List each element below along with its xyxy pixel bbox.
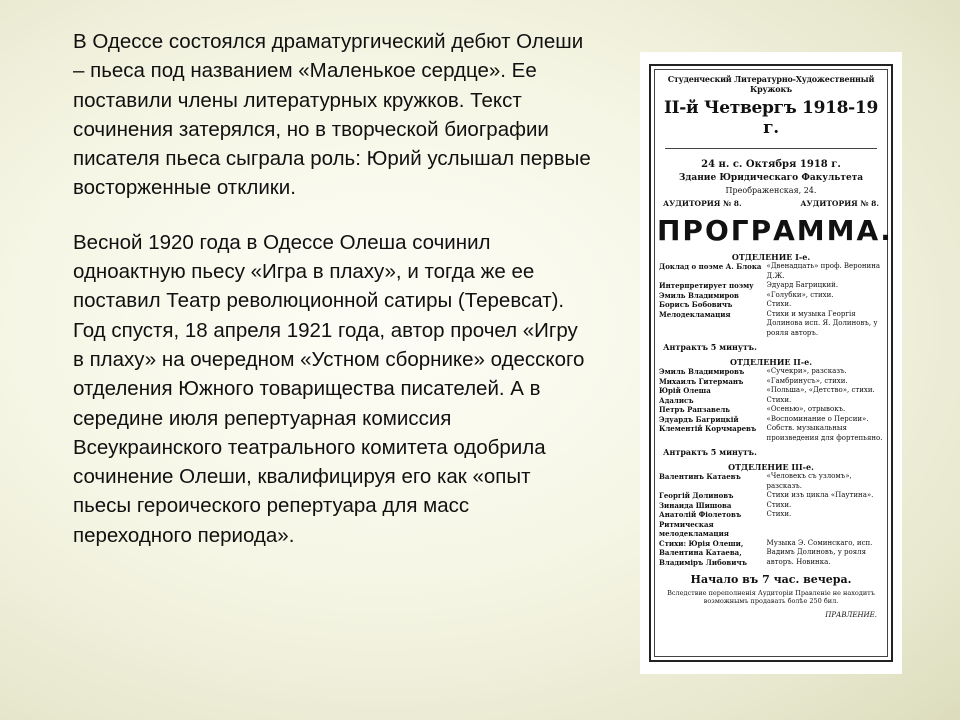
poster-note: Вследствие переполненія Аудиторіи Правленіе не находитъ возможнымъ продавать болѣе 250 бил. — [667, 589, 875, 605]
poster-section-1: ОТДЕЛЕНИЕ I-е. — [731, 252, 811, 262]
poster-row — [657, 510, 885, 520]
poster-place: Здание Юридическаго Факультета — [678, 173, 864, 183]
poster-row-item: Стихи изъ цикла «Паутина». — [766, 491, 874, 499]
poster-section-2-rows — [657, 367, 885, 443]
poster-program-heading: ПРОГРАММА. — [657, 214, 893, 247]
poster-row — [657, 386, 885, 396]
poster-row — [657, 300, 885, 310]
paragraph-1: В Одессе состоялся драматургический дебют Олеши – пьеса под названием «Маленькое сердце». Ее поставили члены литературных кружков. Текст сочинения затерялся, но в творческой биографии писателя пьеса сыграла роль: Юрий услышал первые восторженные отклики. — [73, 30, 591, 200]
poster-row — [657, 491, 885, 501]
poster-start-time: Начало въ 7 час. вечера. — [690, 573, 852, 586]
poster-row-item: Эдуард Багрицкий. — [766, 281, 839, 289]
poster-row-performer: Георгій Долиновъ — [659, 491, 734, 500]
poster-row — [657, 291, 885, 301]
poster-row-item: Стихи. — [766, 500, 792, 509]
poster-row-performer: Борисъ Бобовичъ — [659, 300, 733, 309]
poster-row-item: «Гамбринусъ», стихи. — [766, 376, 848, 385]
poster-row-performer: Клементій Корчмаревъ — [659, 424, 757, 433]
poster-row-item: «Двенадцать» проф. Веронина Д.Ж. — [766, 262, 881, 280]
poster-break-2: Антрактъ 5 минутъ. — [663, 447, 757, 457]
poster-frame — [649, 64, 893, 662]
poster-row-performer: Мелодекламация — [659, 309, 731, 319]
poster-row-item: «Польша», «Детство», стихи. — [766, 386, 875, 394]
poster-row-performer: Интерпретирует поэму — [659, 281, 754, 290]
poster-row-item: «Сучекри», разсказъ. — [766, 367, 847, 375]
poster-title: II-й Четвергъ 1918-19 г. — [664, 98, 878, 138]
poster-row-performer: Стихи: Юрія Олеши, Валентина Катаева, Владиміръ Либовичъ — [659, 538, 747, 567]
poster-row — [657, 396, 885, 406]
article-text — [73, 27, 593, 550]
poster-row-item: «Осенью», отрывокъ. — [766, 405, 846, 413]
poster-row-item: Стихи и музыка Георгія Долинова исп. Я. Долиновъ, у рояля авторъ. — [766, 309, 878, 337]
paragraph-2: Весной 1920 года в Одессе Олеша сочинил одноактную пьесу «Игра в плаху», и тогда же ее поставил Театр революционной сатиры (Теревсат). Год спустя, 18 апреля 1921 года, автор прочел «Игру в плаху» на очередном «Устном сборнике» одесского отделения Южного товарищества писателей. А в середине июля репертуарная комиссия Всеукраинского театрального комитета одобрила сочинение Олеши, квалифицируя его как «опыт пьесы героического репертуара для масс переходного периода». — [73, 230, 585, 547]
poster-row-item: Стихи. — [766, 395, 792, 404]
poster-row-item: «Голубки», стихи. — [766, 290, 834, 299]
poster-row-performer: Анатолій Фіолетовъ — [659, 510, 742, 519]
poster-row — [657, 367, 885, 377]
poster-row-item: Музыка Э. Соминскаго, исп. Вадимъ Долиновъ, у рояля авторъ. Новинка. — [766, 538, 873, 566]
poster-row-performer: Эмиль Владимиров — [659, 290, 739, 300]
poster-section-3-rows — [657, 472, 885, 567]
poster-row — [657, 539, 885, 568]
poster-section-2: ОТДЕЛЕНИЕ II-е. — [730, 357, 812, 367]
poster-row-performer: Зинаида Шишова — [659, 500, 732, 510]
poster-row — [657, 472, 885, 491]
poster-row-item: «Человекъ съ узломъ», разсказъ. — [766, 472, 852, 490]
poster-row — [657, 310, 885, 339]
poster-row — [657, 281, 885, 291]
program-poster-image — [640, 52, 902, 674]
poster-row-performer: Михаилъ Гитерманъ — [659, 376, 744, 386]
poster-row-performer: Юрій Олеша — [659, 386, 711, 395]
poster-row-performer: Петръ Рапзавель — [659, 405, 731, 414]
poster-row — [657, 405, 885, 415]
poster-row-performer: Эмиль Владимировъ — [659, 367, 745, 376]
poster-row — [657, 262, 885, 281]
poster-row-item: Собств. музыкальныя произведения для фортепьяно. — [766, 424, 883, 442]
poster-section-3: ОТДЕЛЕНИЕ III-е. — [728, 462, 814, 472]
poster-street: Преображенская, 24. — [725, 186, 817, 195]
poster-row-performer: Адалисъ — [659, 395, 694, 405]
poster-section-1-rows — [657, 262, 885, 338]
poster-auditorium — [657, 199, 885, 208]
poster-date: 24 н. с. Октября 1918 г. — [701, 159, 841, 170]
poster-divider — [665, 148, 877, 149]
poster-row-performer: Эдуардъ Багрицкій — [659, 414, 739, 424]
poster-row-performer: Доклад о поэме А. Блока — [659, 262, 762, 271]
poster-row-performer: Валентинъ Катаевъ — [659, 472, 741, 481]
poster-signature: ПРАВЛЕНИЕ. — [825, 611, 877, 619]
poster-header: Студенческий Литературно-Художественный Кружокъ — [667, 74, 875, 94]
poster-aud-right: АУДИТОРИЯ № 8. — [800, 199, 879, 208]
poster-row — [657, 520, 885, 539]
poster-row — [657, 424, 885, 443]
poster-row — [657, 415, 885, 425]
poster-break-1: Антрактъ 5 минутъ. — [663, 342, 757, 352]
poster-row — [657, 501, 885, 511]
poster-row-item — [767, 520, 883, 539]
poster-row-performer: Ритмическая мелодекламация — [659, 519, 729, 538]
poster-aud-left: АУДИТОРИЯ № 8. — [663, 199, 742, 208]
poster-row-item: Стихи. — [766, 300, 792, 308]
poster-row — [657, 377, 885, 387]
poster-row-item: Стихи. — [766, 510, 792, 518]
poster-row-item: «Воспоминание о Персии». — [766, 414, 869, 423]
